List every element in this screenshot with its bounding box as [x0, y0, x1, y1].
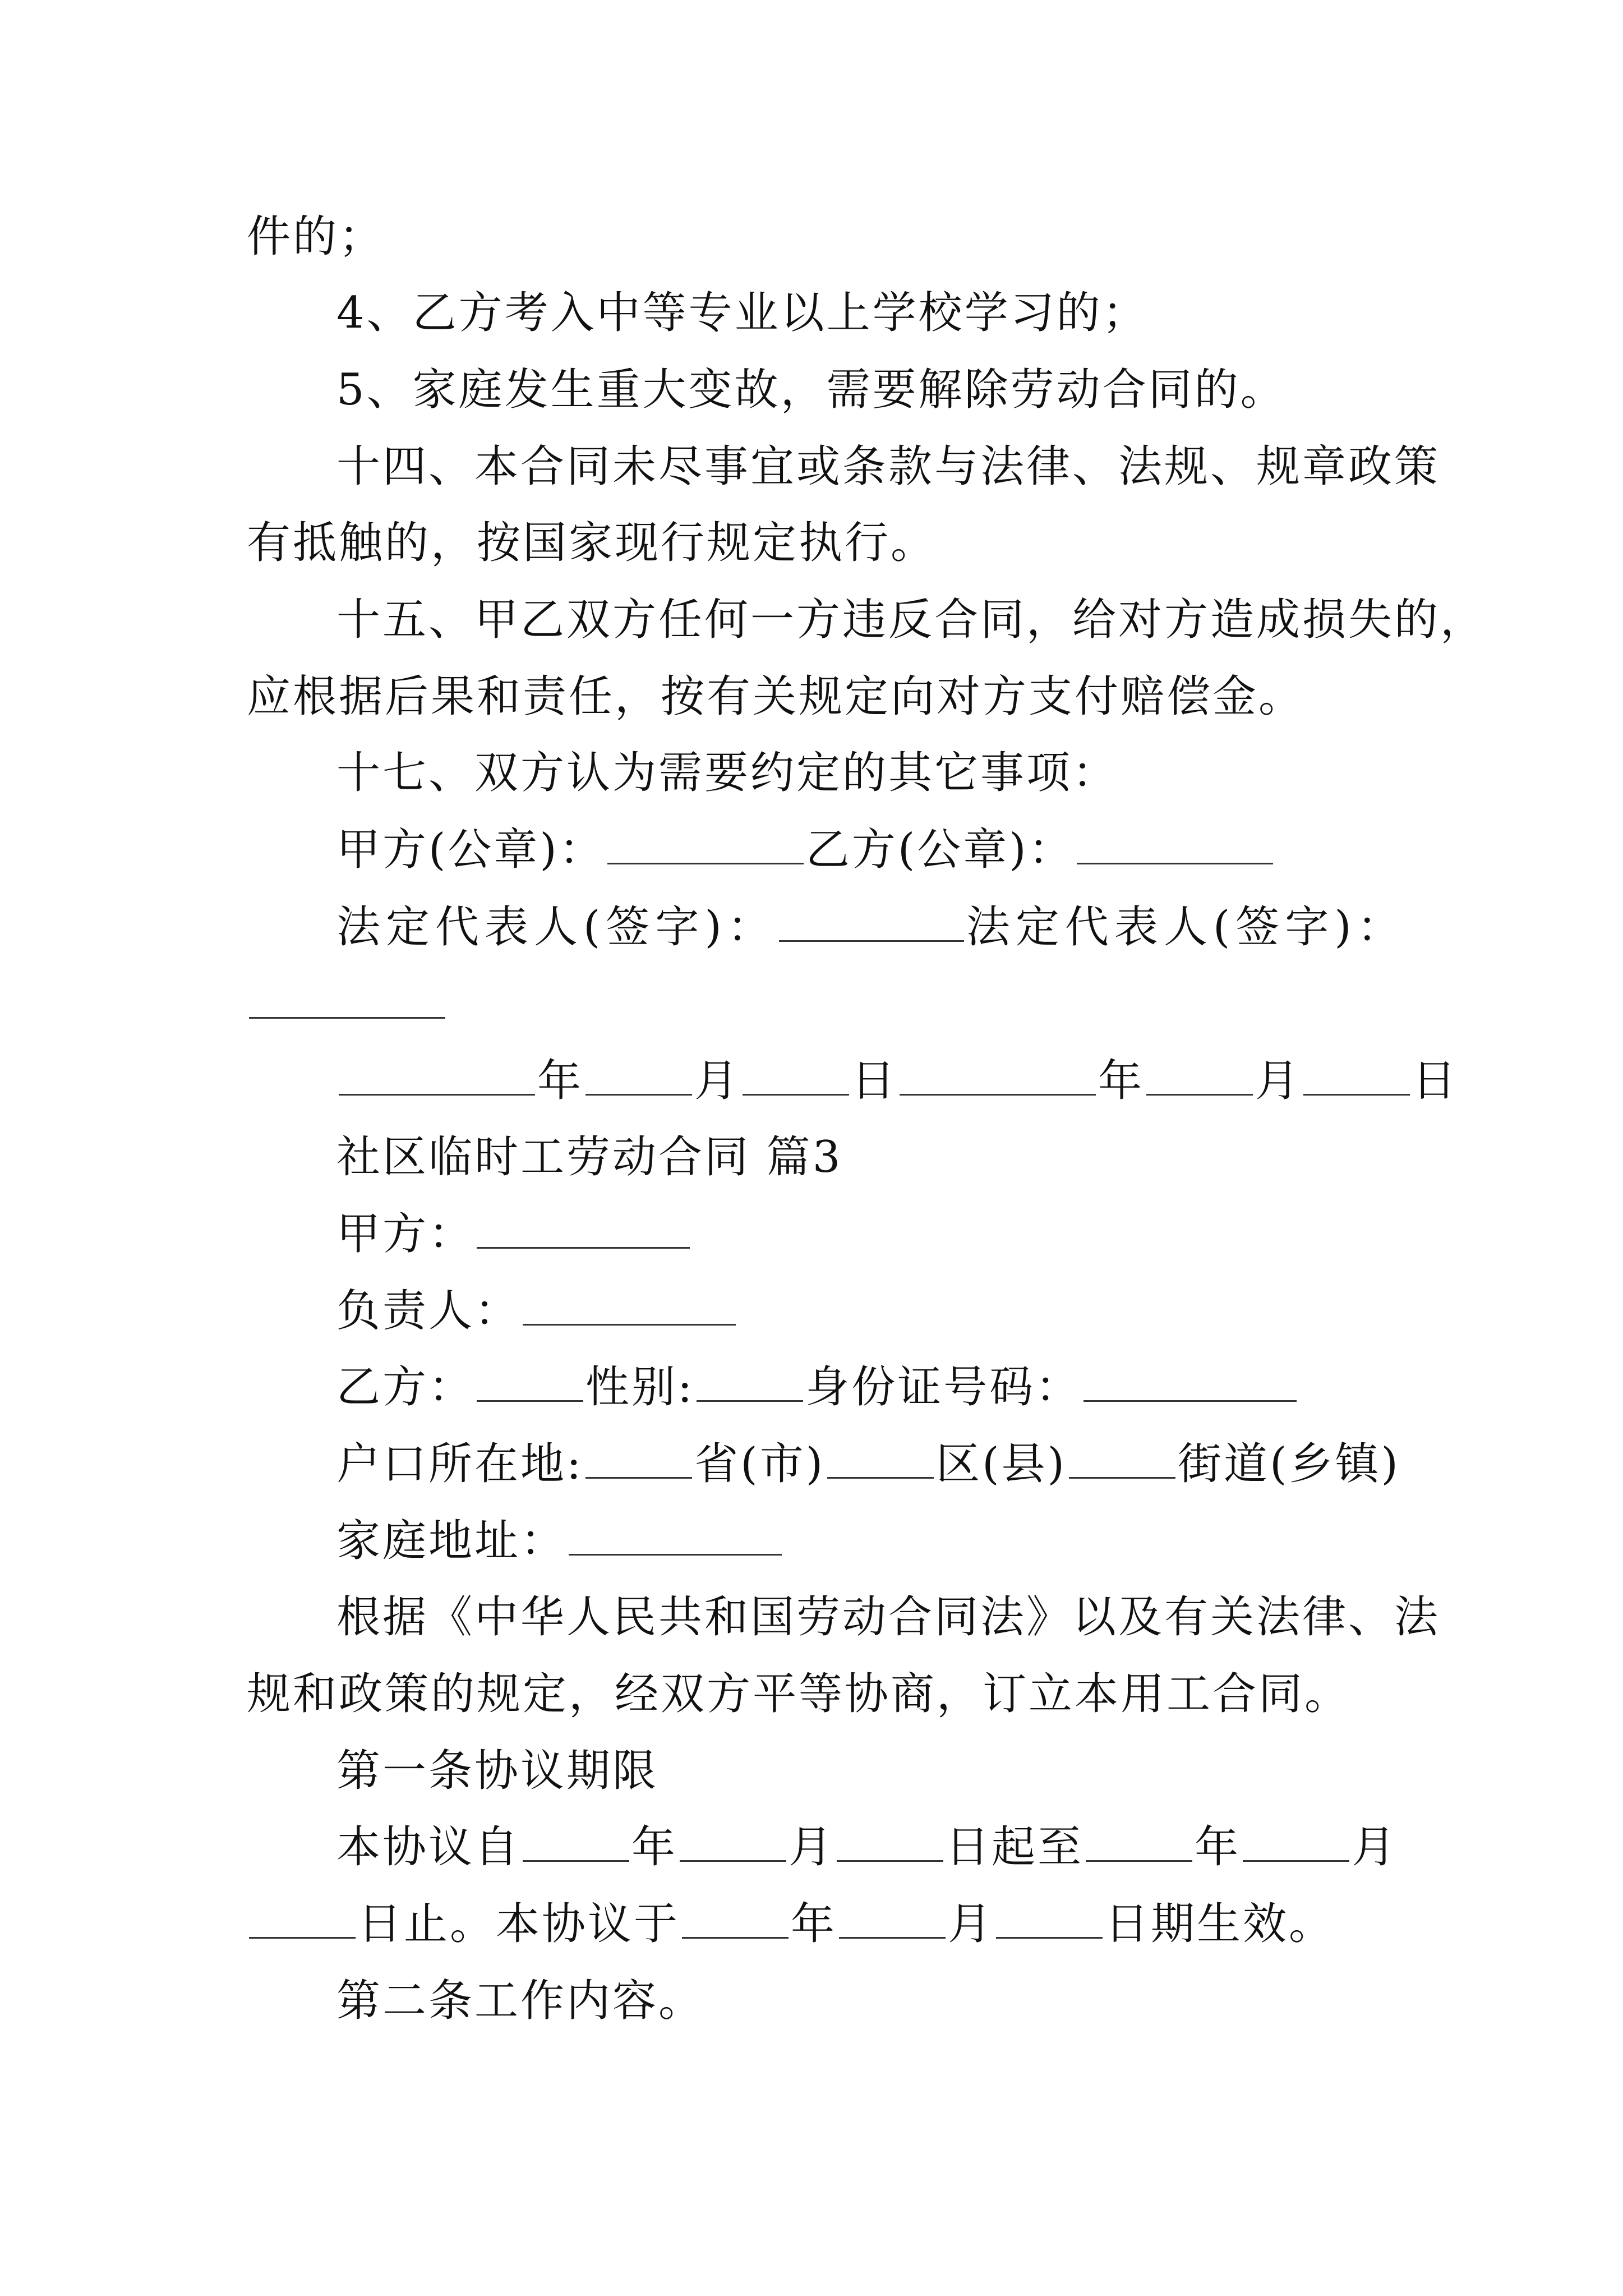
text-line: 有抵触的，按国家现行规定执行。: [247, 518, 937, 568]
legal-rep-b-blank-line: [247, 976, 448, 1032]
effective-day-blank[interactable]: [996, 1902, 1103, 1939]
month-label: 月: [948, 1899, 994, 1949]
hukou-line: [336, 1436, 1400, 1492]
term-effective: 日期生效。: [1105, 1899, 1335, 1949]
text-line: 4、乙方考入中等专业以上学校学习的；: [336, 288, 1149, 338]
date-b-day-blank[interactable]: [1303, 1059, 1410, 1096]
text-line: 件的；: [247, 211, 385, 262]
party-b-line: [336, 1359, 1299, 1415]
term-line-2: [247, 1896, 1335, 1952]
year-label: 年: [631, 1822, 678, 1872]
date-a-year-blank[interactable]: [339, 1059, 535, 1096]
street-blank[interactable]: [1069, 1442, 1175, 1479]
start-day-blank[interactable]: [837, 1825, 943, 1862]
year-label: 年: [537, 1056, 584, 1106]
id-number-blank[interactable]: [1083, 1365, 1297, 1402]
text-line: 5、家庭发生重大变故，需要解除劳动合同的。: [336, 365, 1287, 415]
year-label: 年: [1098, 1056, 1145, 1106]
home-address-label: 家庭地址：: [336, 1516, 567, 1566]
party-a-seal-label: 甲方(公章)：: [336, 825, 605, 875]
legal-rep-line: [336, 899, 1407, 955]
term-prefix: 本协议自: [336, 1822, 521, 1872]
month-label: 月: [1255, 1056, 1302, 1106]
term-end: 日止。本协议于: [358, 1899, 680, 1949]
province-blank[interactable]: [585, 1442, 692, 1479]
article-title: 第二条工作内容。: [336, 1976, 705, 2026]
party-b-blank[interactable]: [477, 1365, 583, 1402]
party-a-seal-blank[interactable]: [607, 828, 804, 864]
end-year-blank[interactable]: [1086, 1825, 1192, 1862]
month-label: 月: [694, 1056, 741, 1106]
province-label: 省(市): [694, 1439, 826, 1489]
hukou-label: 户口所在地:: [336, 1439, 584, 1489]
legal-rep-a-blank[interactable]: [779, 905, 964, 942]
end-day-blank[interactable]: [249, 1902, 356, 1939]
article-title: 第一条协议期限: [336, 1746, 659, 1796]
legal-rep-a-label: 法定代表人(签字)：: [336, 902, 777, 953]
term-line: [336, 1819, 1398, 1875]
date-a-month-blank[interactable]: [585, 1059, 692, 1096]
district-label: 区(县): [936, 1439, 1067, 1489]
text-line: 十四、本合同未尽事宜或条款与法律、法规、规章政策: [336, 441, 1441, 492]
responsible-blank[interactable]: [523, 1289, 736, 1326]
party-b-seal-label: 乙方(公章)：: [805, 825, 1075, 875]
start-month-blank[interactable]: [680, 1825, 786, 1862]
text-line: 应根据后果和责任，按有关规定向对方支付赔偿金。: [247, 671, 1305, 722]
year-label: 年: [1195, 1822, 1241, 1872]
start-year-blank[interactable]: [523, 1825, 629, 1862]
home-address-line: [336, 1513, 784, 1569]
text-line: 根据《中华人民共和国劳动合同法》以及有关法律、法: [336, 1592, 1441, 1642]
day-label: 日: [851, 1056, 898, 1106]
seal-line: [336, 822, 1275, 878]
effective-month-blank[interactable]: [839, 1902, 946, 1939]
text-line: 规和政策的规定，经双方平等协商，订立本用工合同。: [247, 1669, 1351, 1719]
party-a-blank[interactable]: [477, 1212, 690, 1249]
street-label: 街道(乡镇): [1178, 1439, 1400, 1489]
id-number-label: 身份证号码：: [805, 1362, 1082, 1412]
day-label: 日: [1412, 1056, 1459, 1106]
party-b-seal-blank[interactable]: [1077, 828, 1273, 864]
gender-label: 性别:: [585, 1362, 695, 1412]
home-address-blank[interactable]: [569, 1519, 782, 1556]
effective-year-blank[interactable]: [682, 1902, 789, 1939]
text-line: 十七、双方认为需要约定的其它事项：: [336, 748, 1119, 798]
legal-rep-b-label: 法定代表人(签字)：: [966, 902, 1407, 953]
date-line: [336, 1053, 1458, 1109]
text-line: 十五、甲乙双方任何一方违反合同，给对方造成损失的，: [336, 595, 1487, 645]
month-label: 月: [1352, 1822, 1398, 1872]
date-a-day-blank[interactable]: [743, 1059, 849, 1096]
date-b-year-blank[interactable]: [900, 1059, 1096, 1096]
end-month-blank[interactable]: [1243, 1825, 1349, 1862]
year-label: 年: [791, 1899, 837, 1949]
responsible-line: [336, 1283, 738, 1339]
gender-blank[interactable]: [697, 1365, 803, 1402]
month-label: 月: [789, 1822, 835, 1872]
section-title: 社区临时工劳动合同 篇3: [336, 1132, 843, 1182]
term-from: 日起至: [946, 1822, 1084, 1872]
party-b-label: 乙方：: [336, 1362, 475, 1412]
party-a-label: 甲方：: [336, 1209, 475, 1259]
responsible-label: 负责人：: [336, 1286, 521, 1336]
district-blank[interactable]: [827, 1442, 934, 1479]
date-b-month-blank[interactable]: [1146, 1059, 1253, 1096]
party-a-line: [336, 1206, 692, 1262]
legal-rep-b-blank[interactable]: [249, 982, 445, 1019]
